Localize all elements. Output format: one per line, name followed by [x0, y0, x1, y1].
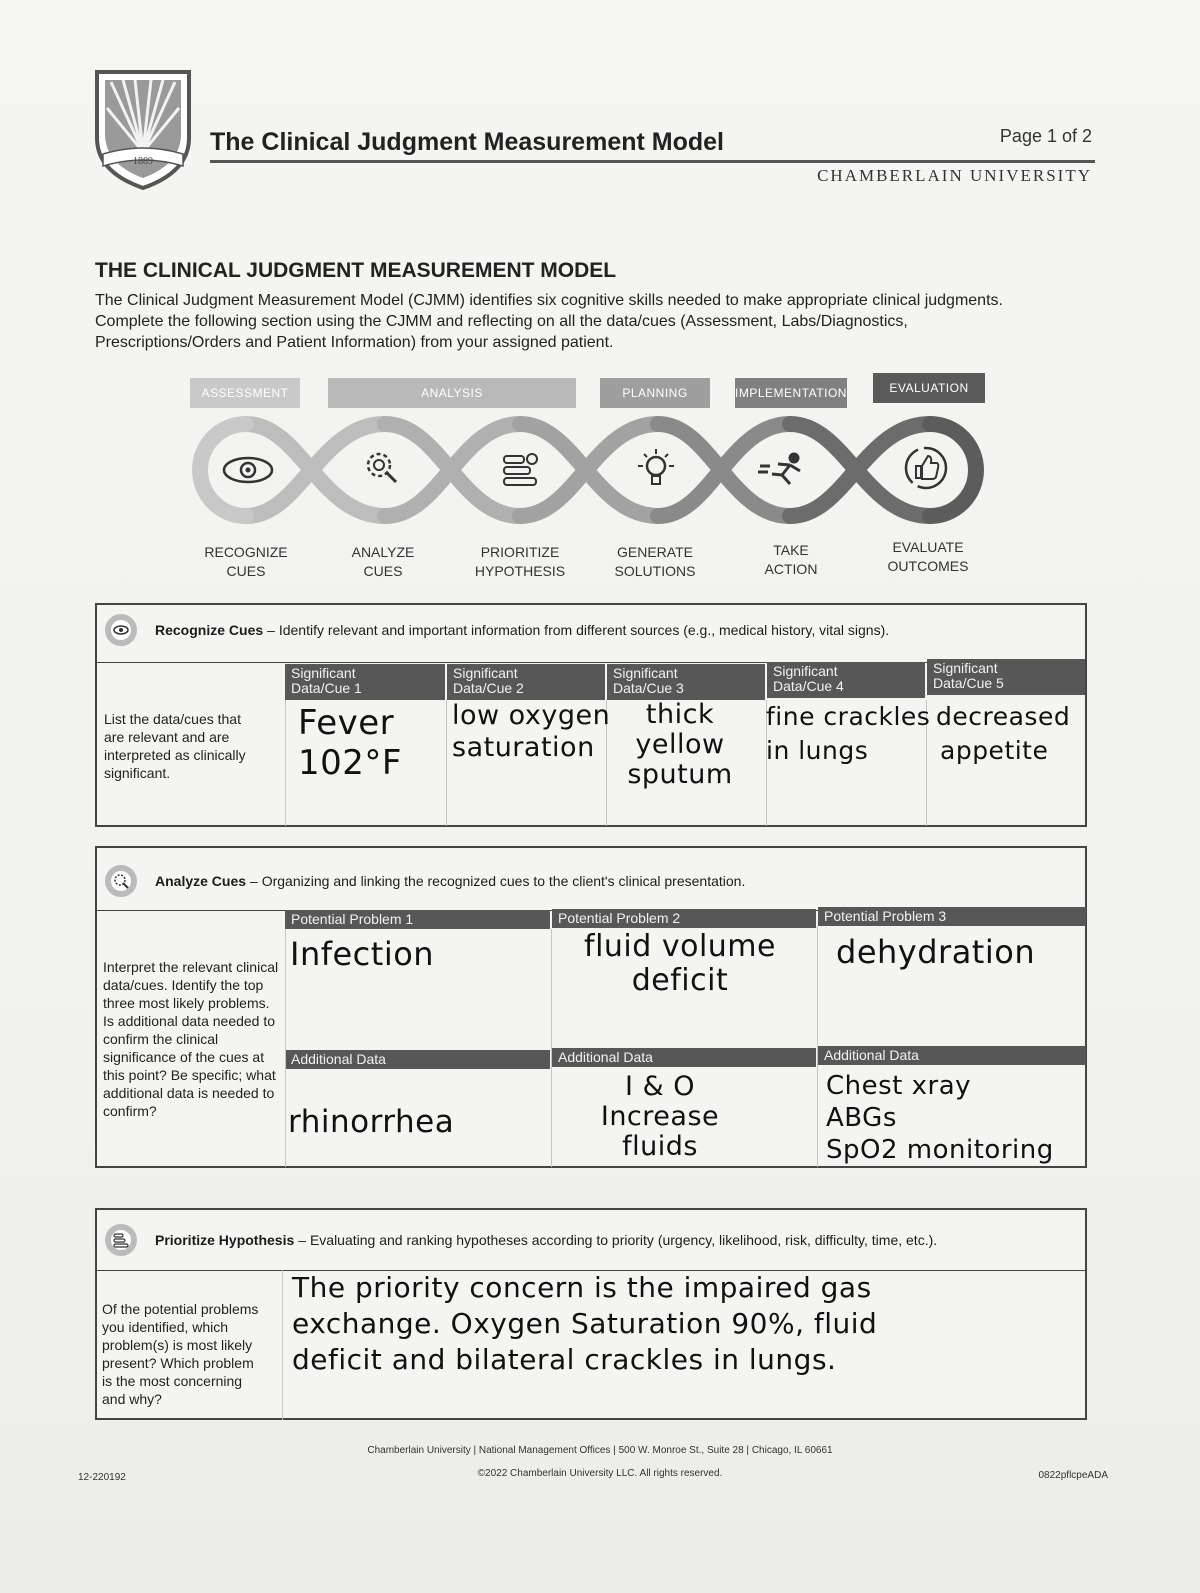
header-title: The Clinical Judgment Measurement Model — [210, 128, 724, 156]
step-analyze-cues: ANALYZE CUES — [351, 544, 415, 579]
stage-analysis: ANALYSIS — [328, 378, 576, 408]
additional-answer-2: I & O Increase fluids — [600, 1071, 720, 1162]
thumbs-up-icon — [906, 448, 946, 488]
analyze-cues-description: – Organizing and linking the recognized cues to the client's clinical presentation. — [250, 873, 746, 889]
recognize-cues-prompt: List the data/cues that are relevant and are interpreted as clinically significant. — [104, 711, 246, 781]
additional-answer-3: Chest xray ABGs SpO2 monitoring — [826, 1071, 1054, 1165]
university-name: CHAMBERLAIN UNIVERSITY — [817, 166, 1092, 185]
cue-header-2: Significant Data/Cue 2 — [447, 664, 605, 700]
problem-answer-3: dehydration — [836, 933, 1036, 971]
analyze-cues-title: Analyze Cues — [155, 873, 247, 889]
section-title: THE CLINICAL JUDGMENT MEASUREMENT MODEL — [95, 259, 617, 282]
recognize-cues-description: – Identify relevant and important information from different sources (e.g., medical history, vital signs). — [267, 622, 890, 638]
eye-icon — [105, 614, 137, 646]
problem-header-3: Potential Problem 3 — [818, 907, 1086, 926]
prioritize-hypothesis-prompt: Of the potential problems you identified, which problem(s) is most likely present? Which problem is the most concerning and why? — [102, 1301, 259, 1407]
problem-header-1: Potential Problem 1 — [285, 910, 550, 929]
stage-implementation: IMPLEMENTATION — [735, 378, 847, 408]
stage-assessment: ASSESSMENT — [190, 378, 300, 408]
lightbulb-icon — [638, 449, 674, 484]
prioritize-hypothesis-header — [97, 1215, 1085, 1265]
additional-header-3: Additional Data — [818, 1046, 1086, 1065]
analyze-cues-header — [97, 856, 1085, 906]
cue-answer-3: thick yellow sputum — [627, 699, 733, 790]
cue-header-1: Significant Data/Cue 1 — [285, 664, 445, 700]
gear-magnifier-icon — [368, 454, 396, 482]
recognize-cues-header — [97, 605, 1085, 655]
step-evaluate-outcomes: EVALUATE OUTCOMES — [887, 539, 969, 574]
cue-header-3: Significant Data/Cue 3 — [607, 664, 765, 700]
shield-year: 1889 — [133, 156, 153, 167]
additional-header-1: Additional Data — [285, 1050, 550, 1069]
page-number: Page 1 of 2 — [999, 126, 1092, 146]
stage-planning: PLANNING — [600, 378, 710, 408]
cue-answer-4: fine crackles in lungs — [766, 702, 931, 765]
problem-header-2: Potential Problem 2 — [552, 909, 816, 928]
running-person-icon — [758, 454, 800, 484]
footer-copyright: ©2022 Chamberlain University LLC. All rights reserved. — [477, 1468, 723, 1479]
gear-magnifier-icon — [105, 865, 137, 897]
form-code-left: 12-220192 — [78, 1472, 126, 1483]
cjmm-cycle-diagram — [190, 410, 990, 530]
step-take-action: TAKE ACTION — [764, 542, 818, 577]
priority-list-icon — [504, 454, 537, 485]
section-intro: The Clinical Judgment Measurement Model (CJMM) identifies six cognitive skills needed to make appropriate clinical judgments. Complete the following section using the CJMM and reflecting on all the data/cues (Assessment, Labs/Diagnostics, Prescriptions/Orders and Patient Information) from your assigned patient. — [95, 292, 1003, 351]
recognize-cues-title: Recognize Cues — [155, 622, 264, 638]
analyze-cues-prompt: Interpret the relevant clinical data/cues. Identify the top three most likely problems. Is additional data needed to confirm the clinical significance of the cues at this point? Be specific; what additional data is needed to confirm? — [103, 959, 279, 1119]
eye-icon — [224, 458, 272, 482]
priority-list-icon — [105, 1224, 137, 1256]
footer-address: Chamberlain University | National Management Offices | 500 W. Monroe St., Suite 28 | Chicago, IL 60661 — [367, 1445, 833, 1456]
additional-header-2: Additional Data — [552, 1048, 816, 1067]
step-generate-solutions: GENERATE SOLUTIONS — [614, 544, 696, 579]
header-divider — [210, 160, 1095, 163]
problem-answer-1: Infection — [290, 935, 435, 973]
additional-answer-1: rhinorrhea — [288, 1104, 455, 1140]
problem-answer-2: fluid volume deficit — [584, 929, 776, 998]
stage-evaluation: EVALUATION — [873, 373, 985, 403]
prioritize-answer: The priority concern is the impaired gas exchange. Oxygen Saturation 90%, fluid deficit and bilateral crackles in lungs. — [292, 1271, 878, 1376]
step-recognize-cues: RECOGNIZE CUES — [204, 544, 288, 579]
university-shield-logo — [93, 68, 193, 190]
cue-answer-5: decreased appetite — [936, 702, 1071, 765]
cue-header-4: Significant Data/Cue 4 — [767, 662, 925, 698]
prioritize-hypothesis-description: – Evaluating and ranking hypotheses according to priority (urgency, likelihood, risk, difficulty, time, etc.). — [298, 1232, 938, 1248]
form-code-right: 0822pflcpeADA — [1038, 1470, 1108, 1481]
cue-header-5: Significant Data/Cue 5 — [927, 659, 1085, 695]
cue-answer-2: low oxygen saturation — [452, 700, 611, 763]
cue-answer-1: Fever 102°F — [298, 703, 402, 783]
prioritize-hypothesis-title: Prioritize Hypothesis — [155, 1232, 295, 1248]
step-prioritize-hypothesis: PRIORITIZE HYPOTHESIS — [474, 544, 566, 579]
